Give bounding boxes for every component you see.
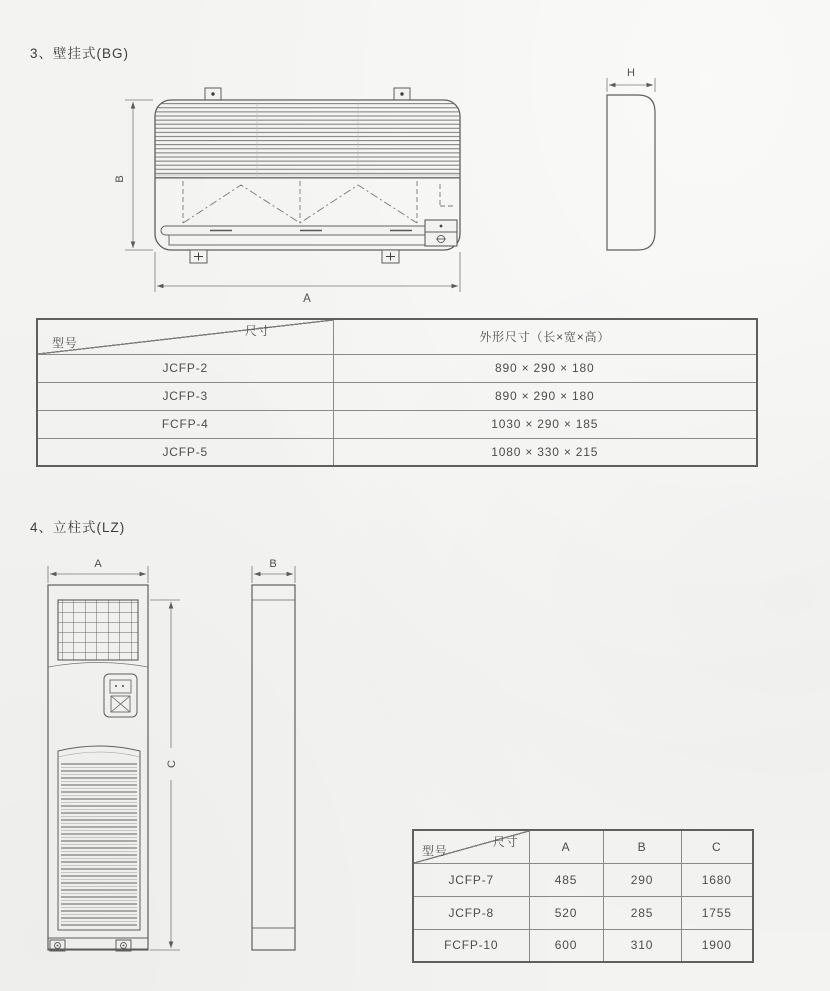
dim-c-cell: 1680 <box>681 863 753 896</box>
dim-b-cell: 285 <box>603 896 681 929</box>
dim-c-cell: 1755 <box>681 896 753 929</box>
wall-unit-front-view <box>155 88 460 263</box>
dim-c-cell: 1900 <box>681 929 753 962</box>
mounting-tab-bottom-left <box>190 250 207 263</box>
table-row <box>413 863 753 896</box>
model-cell: JCFP-2 <box>37 354 333 382</box>
hidden-structure-lines <box>183 181 455 223</box>
dimension-line-B <box>125 100 153 250</box>
dim-a-cell: 600 <box>529 929 603 962</box>
table-corner-cell <box>413 830 529 863</box>
dim-b-cell: 310 <box>603 929 681 962</box>
dimension-line-C <box>150 600 180 950</box>
dimension-label-B-floor: B <box>269 558 277 570</box>
wall-unit-side-view <box>607 95 655 250</box>
air-outlet-grille <box>58 600 138 660</box>
column-header-A: A <box>529 830 603 863</box>
dimension-label-A: A <box>303 293 311 305</box>
table-row <box>37 410 757 438</box>
size-cell: 1030 × 290 × 185 <box>333 410 757 438</box>
wall-unit-drawing <box>95 58 675 308</box>
dimension-label-C: C <box>166 760 178 768</box>
size-cell: 890 × 290 × 180 <box>333 354 757 382</box>
model-cell: FCFP-4 <box>37 410 333 438</box>
air-intake-louver-panel <box>58 746 140 930</box>
control-panel <box>104 674 137 717</box>
air-outlet-deflector <box>161 226 453 245</box>
dim-a-cell: 485 <box>529 863 603 896</box>
model-cell: JCFP-7 <box>413 863 529 896</box>
floor-unit-side-view <box>252 585 295 950</box>
drain-connection-box <box>425 220 457 246</box>
model-cell: JCFP-8 <box>413 896 529 929</box>
column-header-outline-size: 外形尺寸（长×宽×高） <box>333 319 757 354</box>
corner-label-size: 尺寸 <box>492 835 519 849</box>
section-heading-floor-standing: 4、立柱式(LZ) <box>30 520 126 535</box>
column-header-B: B <box>603 830 681 863</box>
floor-unit-spec-table <box>412 829 754 963</box>
model-cell: FCFP-10 <box>413 929 529 962</box>
table-row <box>37 382 757 410</box>
column-header-C: C <box>681 830 753 863</box>
inlet-louver-grille <box>155 100 460 178</box>
dimension-label-B: B <box>114 175 126 183</box>
size-cell: 890 × 290 × 180 <box>333 382 757 410</box>
dimension-line-H <box>607 78 655 92</box>
corner-label-size: 尺寸 <box>244 324 271 338</box>
table-corner-cell <box>37 319 333 354</box>
dimension-label-A-floor: A <box>94 558 102 570</box>
dim-a-cell: 520 <box>529 896 603 929</box>
size-cell: 1080 × 330 × 215 <box>333 438 757 466</box>
section-heading-wall-mounted: 3、壁挂式(BG) <box>30 46 130 61</box>
corner-label-model: 型号 <box>422 843 448 858</box>
corner-label-model: 型号 <box>52 335 78 350</box>
floor-unit-front-view <box>48 585 148 951</box>
model-cell: JCFP-3 <box>37 382 333 410</box>
table-row <box>37 354 757 382</box>
wall-unit-spec-table <box>36 318 758 467</box>
dimension-label-H: H <box>627 67 635 79</box>
model-cell: JCFP-5 <box>37 438 333 466</box>
floor-unit-drawing <box>28 553 388 983</box>
mounting-tab-bottom-right <box>382 250 399 263</box>
table-row <box>413 929 753 962</box>
dim-b-cell: 290 <box>603 863 681 896</box>
base-and-casters <box>48 938 148 951</box>
mounting-tab-top-left <box>205 88 221 100</box>
mounting-tab-top-right <box>394 88 410 100</box>
table-row <box>37 438 757 466</box>
table-row <box>413 896 753 929</box>
